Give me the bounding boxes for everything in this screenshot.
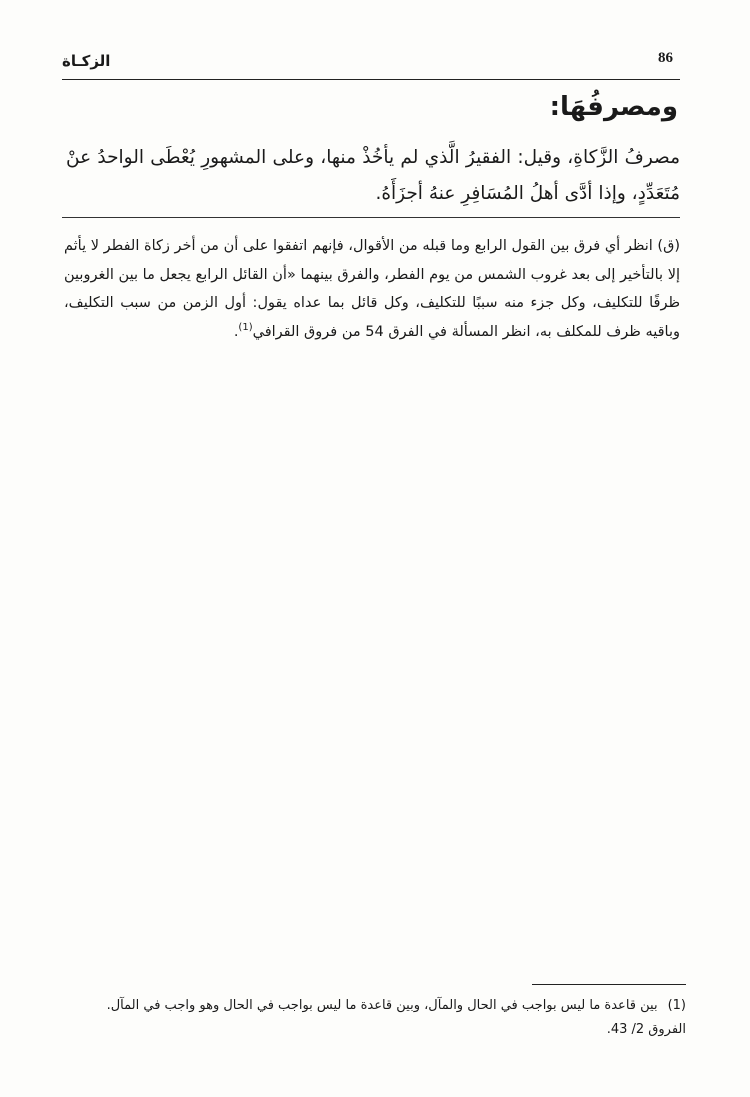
footnote	[66, 994, 686, 1042]
main-text: مصرفُ الزَّكاةِ، وقيل: الفقيرُ الَّذي لم يأخُذْ منها، وعلى المشهورِ يُعْطَى الواحدُ عنْ مُتَعَدِّدٍ، وإذا أدَّى أهلُ المُسَافِرِ عنهُ أجزَأَهُ.	[66, 147, 680, 204]
footnote-rule	[532, 984, 686, 985]
footnote-number: (1)	[667, 998, 686, 1013]
footnote-text: بين قاعدة ما ليس بواجب في الحال والمآل، وبين قاعدة ما ليس بواجب في الحال وهو واجب في المآل. الفروق 2/ 43.	[106, 998, 686, 1037]
section-heading: ومصرفُهَا:	[549, 92, 678, 122]
commentary-end: .	[233, 323, 239, 340]
running-header: الزكـاة	[62, 52, 111, 70]
footnote-reference: (1)	[238, 321, 253, 333]
commentary-block	[64, 232, 680, 346]
section-divider	[62, 217, 680, 218]
commentary-text: (ق) انظر أي فرق بين القول الرابع وما قبله من الأقوال، فإنهم اتفقوا على أن من أخر زكاة الفطر لا يأثم إلا بالتأخير إلى بعد غروب الشمس من يوم الفطر، والفرق بينهما «أن القائل الرابع يجعل ما بين الغروبين ظرفًا للتكليف، وكل جزء منه سببًا للتكليف، وكل قائل بما عداه يقول: أول الزمن من سبب التكليف، وباقيه ظرف للمكلف به، انظر المسألة في الفرق 54 من فروق القرافي	[64, 238, 680, 340]
page-number: 86	[658, 50, 673, 66]
header-rule	[62, 79, 680, 80]
